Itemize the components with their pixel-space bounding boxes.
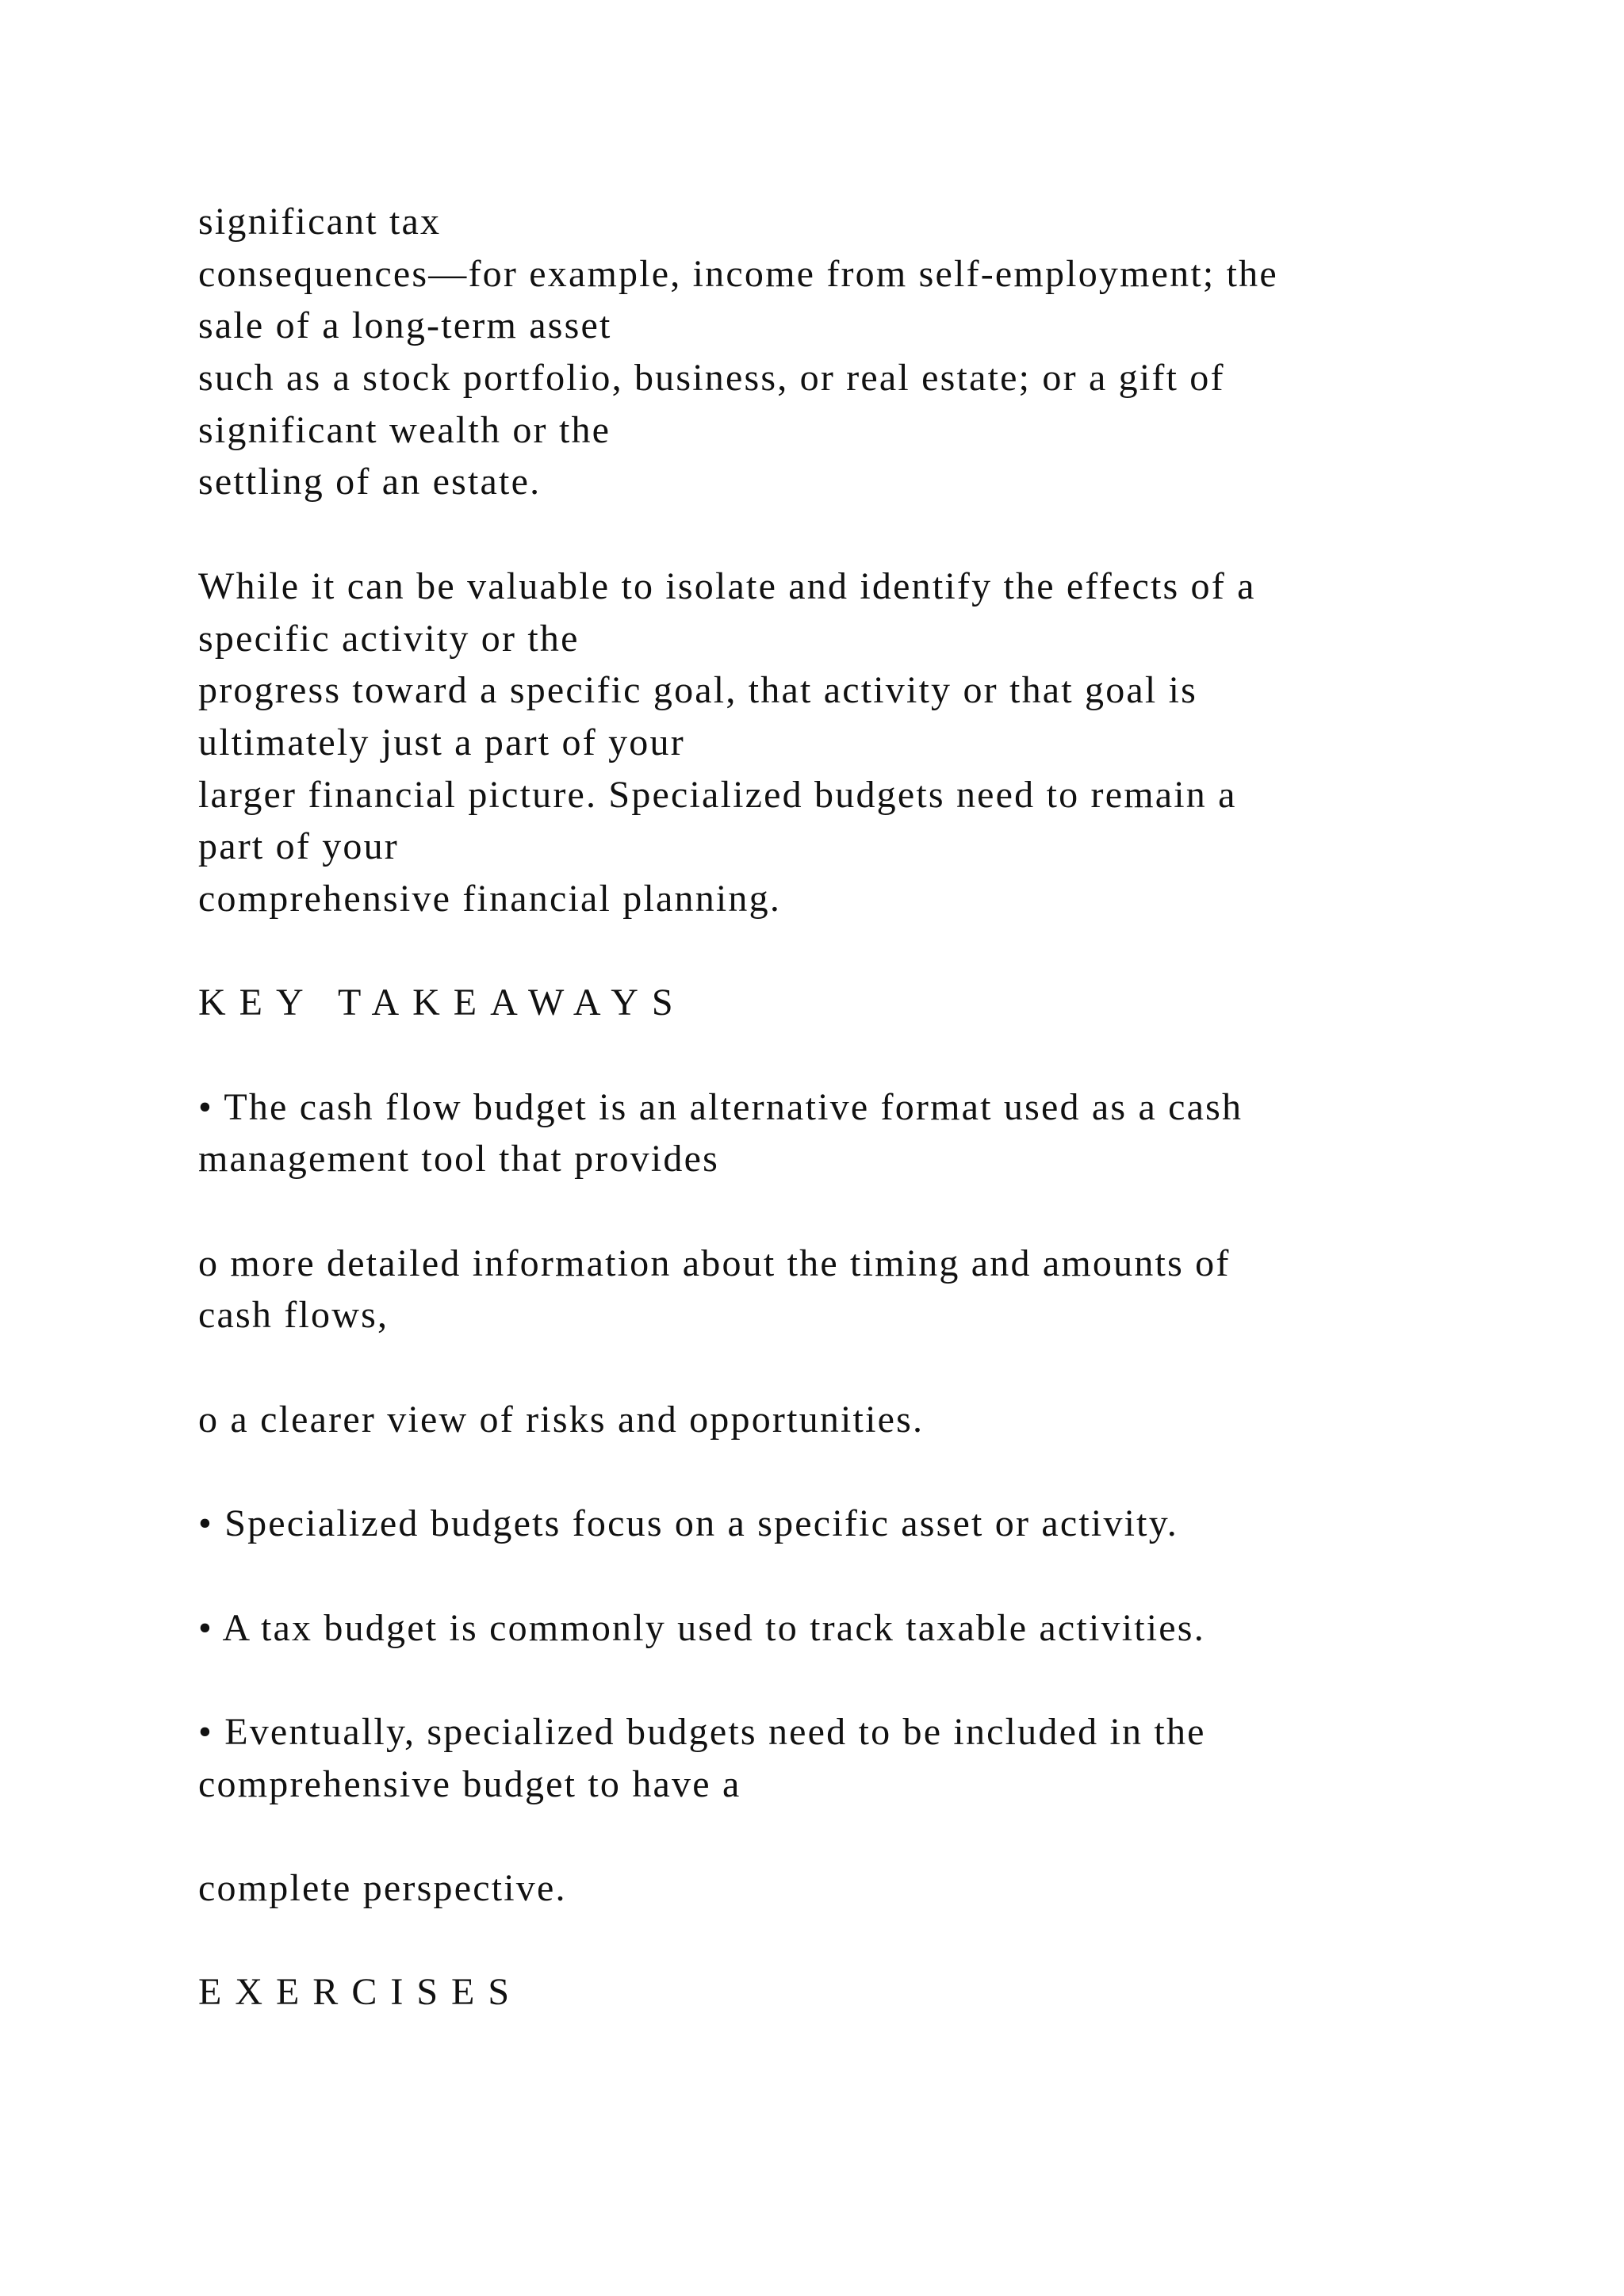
text-line: comprehensive financial planning.: [198, 877, 782, 920]
takeaway-sub-detailed-info: [198, 1238, 1546, 1341]
text-line: comprehensive budget to have a: [198, 1762, 741, 1805]
text-line: settling of an estate.: [198, 461, 542, 503]
text-line: ultimately just a part of your: [198, 721, 685, 763]
text-line: sale of a long-term asset: [198, 304, 612, 347]
text-line: specific activity or the: [198, 617, 580, 660]
text-line: While it can be valuable to isolate and identify the effects of a: [198, 564, 1256, 607]
takeaway-sub-clearer-view: [198, 1394, 1546, 1446]
paragraph-gap: [198, 925, 1546, 978]
text-line: management tool that provides: [198, 1138, 719, 1181]
paragraph-tax-consequences: [198, 196, 1546, 508]
text-line: o more detailed information about the timing and amounts of: [198, 1242, 1231, 1284]
key-takeaways-heading: KEY TAKEAWAYS: [198, 982, 687, 1024]
text-line: complete perspective.: [198, 1867, 567, 1909]
takeaway-cash-flow: [198, 1081, 1546, 1185]
paragraph-gap: [198, 1446, 1546, 1498]
paragraph-gap: [198, 1810, 1546, 1862]
text-line: larger financial picture. Specialized budgets need to remain a: [198, 773, 1237, 816]
paragraph-gap: [198, 1029, 1546, 1081]
paragraph-gap: [198, 1915, 1546, 1967]
text-line: significant wealth or the: [198, 408, 611, 451]
text-line: consequences—for example, income from self-employment; the: [198, 252, 1278, 295]
text-line: • The cash flow budget is an alternative format used as a cash: [198, 1085, 1243, 1128]
text-line: part of your: [198, 825, 399, 868]
paragraph-gap: [198, 508, 1546, 561]
takeaway-specialized: [198, 1498, 1546, 1550]
text-line: • Specialized budgets focus on a specific asset or activity.: [198, 1502, 1178, 1545]
text-line: cash flows,: [198, 1294, 389, 1337]
paragraph-specialized-budgets: [198, 561, 1546, 925]
text-line: • A tax budget is commonly used to track taxable activities.: [198, 1606, 1205, 1649]
document-body: [198, 196, 1546, 2019]
takeaway-eventually: [198, 1706, 1546, 1810]
paragraph-gap: [198, 1341, 1546, 1394]
text-line: significant tax: [198, 201, 442, 243]
text-line: • Eventually, specialized budgets need to be included in the: [198, 1710, 1206, 1753]
takeaway-complete-perspective: [198, 1862, 1546, 1915]
paragraph-gap: [198, 1654, 1546, 1706]
text-line: o a clearer view of risks and opportunities.: [198, 1398, 925, 1441]
takeaway-tax-budget: [198, 1602, 1546, 1655]
text-line: progress toward a specific goal, that activity or that goal is: [198, 669, 1198, 712]
exercises-heading: EXERCISES: [198, 1971, 523, 2014]
paragraph-gap: [198, 1185, 1546, 1238]
text-line: such as a stock portfolio, business, or real estate; or a gift of: [198, 357, 1225, 400]
paragraph-gap: [198, 1550, 1546, 1602]
